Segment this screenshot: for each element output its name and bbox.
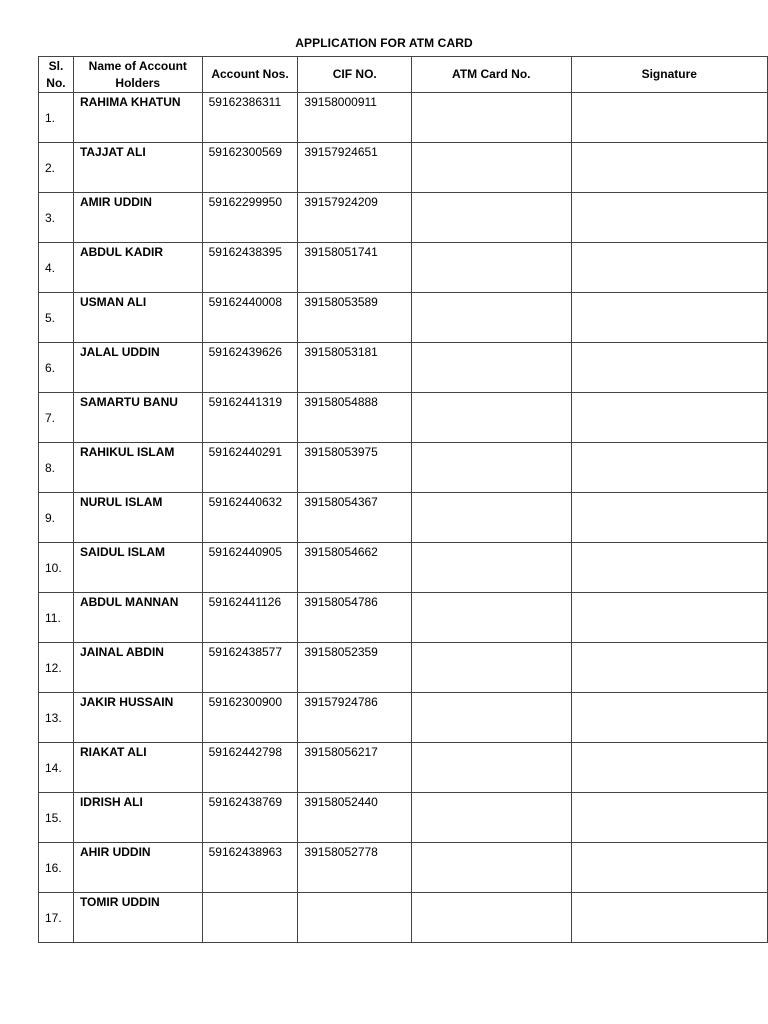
account-number-cell [202,693,298,743]
account-number-cell [202,643,298,693]
cif-number-cell [298,143,412,193]
signature-field[interactable] [571,443,767,493]
account-holder-name-cell [73,793,202,843]
header-atm-card-no: ATM Card No. [412,57,571,93]
cif-number-cell-text: 39157924651 [304,145,378,159]
account-holder-name-cell [73,643,202,693]
cif-number-cell-text: 39158054367 [304,495,378,509]
signature-field[interactable] [571,193,767,243]
account-holder-name-cell [73,193,202,243]
cif-number-cell-text: 39158054662 [304,545,378,559]
cif-number-cell [298,493,412,543]
cif-number-cell-text: 39157924209 [304,195,378,209]
table-row [39,693,768,743]
serial-number-cell-text: 15. [45,811,62,825]
account-number-cell-text: 59162300569 [208,145,283,159]
signature-field[interactable] [571,293,767,343]
table-row [39,443,768,493]
serial-number-cell-text: 3. [45,211,56,225]
atm-card-number-field[interactable] [412,593,571,643]
account-holder-name-cell [73,243,202,293]
serial-number-cell [39,293,74,343]
account-number-cell [202,593,298,643]
atm-card-number-field[interactable] [412,143,571,193]
account-number-cell [202,893,298,943]
cif-number-cell-text: 39158000911 [304,95,377,109]
signature-field[interactable] [571,893,767,943]
account-holder-name-cell-text: RAHIKUL ISLAM [79,445,175,459]
serial-number-cell [39,393,74,443]
table-row [39,743,768,793]
cif-number-cell [298,543,412,593]
signature-field[interactable] [571,543,767,593]
cif-number-cell-text: 39158051741 [304,245,378,259]
account-holder-name-cell-text: SAMARTU BANU [79,395,178,409]
header-cif-no: CIF NO. [298,57,412,93]
account-holder-name-cell [73,543,202,593]
account-holder-name-cell-text: NURUL ISLAM [79,495,163,509]
account-number-cell-text: 59162438577 [208,645,283,659]
atm-card-number-field[interactable] [412,793,571,843]
table-row [39,93,768,143]
account-number-cell [202,493,298,543]
serial-number-cell [39,543,74,593]
serial-number-cell-text: 9. [45,511,56,525]
atm-card-number-field[interactable] [412,243,571,293]
account-holder-name-cell-text: AHIR UDDIN [79,845,151,859]
account-holder-name-cell-text: JAINAL ABDIN [79,645,164,659]
serial-number-cell-text: 17. [45,911,62,925]
account-holder-name-cell [73,443,202,493]
table-row [39,393,768,443]
serial-number-cell-text: 14. [45,761,62,775]
cif-number-cell-text: 39158054786 [304,595,378,609]
account-number-cell [202,543,298,593]
atm-card-number-field[interactable] [412,443,571,493]
account-holder-name-cell [73,893,202,943]
cif-number-cell-text: 39158053181 [304,345,378,359]
signature-field[interactable] [571,93,767,143]
serial-number-cell [39,593,74,643]
account-holder-name-cell-text: IDRISH ALI [79,795,143,809]
serial-number-cell [39,493,74,543]
cif-number-cell [298,293,412,343]
header-sl-no: Sl. No. [39,57,74,93]
cif-number-cell-text: 39157924786 [304,695,378,709]
account-number-cell [202,743,298,793]
document-title: APPLICATION FOR ATM CARD [295,36,473,50]
serial-number-cell [39,193,74,243]
cif-number-cell-text: 39158053975 [304,445,378,459]
cif-number-cell [298,893,412,943]
table-row [39,543,768,593]
cif-number-cell [298,593,412,643]
atm-card-number-field[interactable] [412,293,571,343]
account-holder-name-cell-text: TAJJAT ALI [79,145,146,159]
signature-field[interactable] [571,693,767,743]
atm-card-number-field[interactable] [412,543,571,593]
table-row [39,493,768,543]
account-number-cell [202,193,298,243]
account-number-cell [202,393,298,443]
cif-number-cell [298,693,412,743]
account-number-cell-text: 59162440008 [208,295,283,309]
table-row [39,893,768,943]
account-number-cell [202,243,298,293]
account-number-cell-text: 59162386311 [208,95,282,109]
account-holder-name-cell [73,693,202,743]
serial-number-cell-text: 10. [45,561,62,575]
cif-number-cell [298,343,412,393]
account-number-cell [202,143,298,193]
serial-number-cell-text: 6. [45,361,56,375]
account-number-cell [202,793,298,843]
table-header-row [39,57,768,93]
cif-number-cell [298,93,412,143]
atm-card-number-field[interactable] [412,693,571,743]
table-row [39,343,768,393]
cif-number-cell [298,793,412,843]
serial-number-cell [39,343,74,393]
account-holder-name-cell [73,393,202,443]
account-number-cell-text: 59162441126 [208,595,282,609]
atm-card-number-field[interactable] [412,393,571,443]
account-holder-name-cell [73,743,202,793]
table-row [39,243,768,293]
serial-number-cell-text: 1. [45,111,56,125]
serial-number-cell-text: 8. [45,461,56,475]
serial-number-cell-text: 5. [45,311,56,325]
account-holder-name-cell-text: TOMIR UDDIN [79,895,160,909]
header-signature: Signature [571,57,767,93]
account-number-cell [202,343,298,393]
table-row [39,643,768,693]
account-holder-name-cell-text: ABDUL MANNAN [79,595,179,609]
signature-field[interactable] [571,243,767,293]
serial-number-cell [39,893,74,943]
account-holder-name-cell-text: JAKIR HUSSAIN [79,695,174,709]
atm-card-number-field[interactable] [412,493,571,543]
account-number-cell-text: 59162442798 [208,745,283,759]
account-holder-name-cell [73,293,202,343]
account-number-cell-text: 59162438963 [208,845,283,859]
cif-number-cell-text: 39158056217 [304,745,378,759]
account-holder-name-cell-text: JALAL UDDIN [79,345,160,359]
account-holder-name-cell-text: ABDUL KADIR [79,245,164,259]
serial-number-cell-text: 13. [45,711,62,725]
cif-number-cell [298,843,412,893]
serial-number-cell-text: 11. [45,611,61,625]
account-holder-name-cell [73,593,202,643]
atm-card-number-field[interactable] [412,643,571,693]
table-row [39,143,768,193]
serial-number-cell-text: 16. [45,861,62,875]
signature-field[interactable] [571,743,767,793]
serial-number-cell [39,443,74,493]
account-holder-name-cell [73,93,202,143]
cif-number-cell-text: 39158052440 [304,795,378,809]
atm-card-number-field[interactable] [412,93,571,143]
account-number-cell [202,843,298,893]
cif-number-cell [298,243,412,293]
atm-card-number-field[interactable] [412,343,571,393]
serial-number-cell-text: 4. [45,261,56,275]
account-holder-name-cell-text: AMIR UDDIN [79,195,152,209]
serial-number-cell-text: 7. [45,411,56,425]
cif-number-cell [298,193,412,243]
account-number-cell-text: 59162440632 [208,495,283,509]
header-name: Name of Account Holders [73,57,202,93]
signature-field[interactable] [571,793,767,843]
account-number-cell [202,293,298,343]
serial-number-cell [39,843,74,893]
signature-field[interactable] [571,843,767,893]
cif-number-cell-text: 39158052359 [304,645,378,659]
serial-number-cell [39,793,74,843]
account-number-cell-text: 59162440905 [208,545,283,559]
account-number-cell [202,443,298,493]
cif-number-cell [298,743,412,793]
account-holder-name-cell [73,343,202,393]
atm-card-number-field[interactable] [412,193,571,243]
serial-number-cell [39,143,74,193]
cif-number-cell-text: 39158052778 [304,845,378,859]
account-holder-name-cell [73,493,202,543]
signature-field[interactable] [571,643,767,693]
signature-field[interactable] [571,393,767,443]
cif-number-cell [298,393,412,443]
serial-number-cell-text: 2. [45,161,56,175]
serial-number-cell [39,243,74,293]
serial-number-cell [39,693,74,743]
table-row [39,193,768,243]
header-account-no: Account Nos. [202,57,298,93]
serial-number-cell [39,93,74,143]
account-number-cell-text: 59162300900 [208,695,283,709]
account-holder-name-cell [73,843,202,893]
account-number-cell-text: 59162441319 [208,395,283,409]
account-number-cell-text: 59162438769 [208,795,283,809]
atm-card-number-field[interactable] [412,743,571,793]
account-holder-name-cell-text: USMAN ALI [79,295,147,309]
account-number-cell-text: 59162440291 [208,445,283,459]
signature-field[interactable] [571,493,767,543]
cif-number-cell [298,443,412,493]
signature-field[interactable] [571,343,767,393]
account-number-cell-text: 59162439626 [208,345,283,359]
serial-number-cell-text: 12. [45,661,62,675]
table-row [39,593,768,643]
serial-number-cell [39,743,74,793]
account-holder-name-cell [73,143,202,193]
atm-card-number-field[interactable] [412,843,571,893]
account-number-cell-text: 59162438395 [208,245,283,259]
account-holder-name-cell-text: RIAKAT ALI [79,745,147,759]
atm-application-table [38,56,768,943]
cif-number-cell-text: 39158053589 [304,295,378,309]
account-holder-name-cell-text: SAIDUL ISLAM [79,545,166,559]
table-row [39,843,768,893]
atm-card-number-field[interactable] [412,893,571,943]
table-row [39,793,768,843]
account-holder-name-cell-text: RAHIMA KHATUN [79,95,181,109]
cif-number-cell-text: 39158054888 [304,395,378,409]
serial-number-cell [39,643,74,693]
signature-field[interactable] [571,593,767,643]
table-row [39,293,768,343]
account-number-cell-text: 59162299950 [208,195,283,209]
signature-field[interactable] [571,143,767,193]
account-number-cell [202,93,298,143]
cif-number-cell [298,643,412,693]
